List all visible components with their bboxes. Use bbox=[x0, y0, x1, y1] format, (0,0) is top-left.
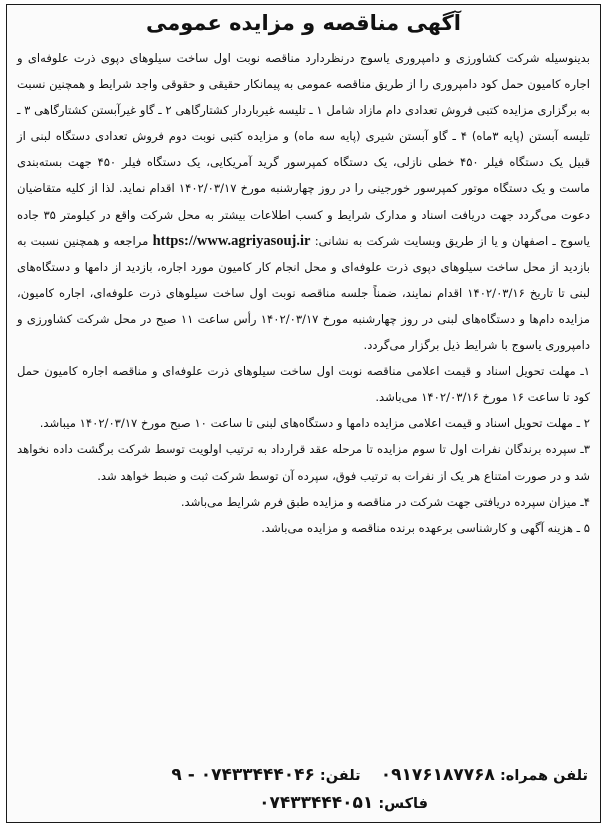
mobile-number: ۰۹۱۷۶۱۸۷۷۶۸ bbox=[380, 765, 495, 785]
notice-frame bbox=[6, 4, 601, 823]
notice-intro-text: بدینوسیله شرکت کشاورزی و دامپروری یاسوج درنظردارد مناقصه نوبت اول ساخت سیلوهای دپوی ذرت علوفه‌ای و اجاره کامیون حمل کود دامپروری را از طریق مناقصه عمومی به پیمانکار حقیقی و حقوقی واجد شرایط و همچنین نسبت به برگزاری مزایده کتبی فروش تعدادی دام مازاد شامل ۱ ـ تلیسه غیرباردار کشتارگاهی ۲ ـ گاو غیرآبستن کشتارگاهی ۳ ـ تلیسه آبستن (پایه ۳ماه) ۴ ـ گاو آبستن شیری (پایه سه ماه) و مزایده کتبی نوبت دوم فروش تعدادی دستگاه لبنی از قبیل یک دستگاه فیلر ۴۵۰ خطی نازلی، یک دستگاه کمپرسور گرید آمریکایی، یک دستگاه فیلر ۴۵۰ جهت بسته‌بندی ماست و یک دستگاه موتور کمپرسور خورجینی را در روز چهارشنبه مورخ ۱۴۰۲/۰۳/۱۷ اقدام نماید. لذا از کلیه متقاضیان دعوت می‌گردد جهت دریافت اسناد و مدارک شرایط و کسب اطلاعات بیشتر به محل شرکت واقع در کیلومتر ۳۵ جاده یاسوج ـ اصفهان و یا از طریق وبسایت شرکت به نشانی: bbox=[17, 51, 591, 248]
notice-continuation-text: مراجعه و همچنین نسبت به بازدید از محل ساخت سیلوهای دپوی ذرت علوفه‌ای و محل انجام کار کامیون مورد اجاره، بازدید از دامها و دستگاه‌های لبنی تا تاریخ ۱۴۰۲/۰۳/۱۶ اقدام نمایند، ضمناً جلسه مناقصه نوبت اول ساخت سیلوهای ذرت علوفه‌ای، اجاره کامیون، مزایده دام‌ها و دستگاه‌های لبنی در روز چهارشنبه مورخ ۱۴۰۲/۰۳/۱۷ رأس ساعت ۱۱ صبح در محل شرکت کشاورزی و دامپروری یاسوج با شرایط ذیل برگزار می‌گردد. bbox=[17, 233, 590, 353]
fax-line bbox=[19, 789, 588, 817]
condition-item: ۱ـ مهلت تحویل اسناد و قیمت اعلامی مناقصه نوبت اول ساخت سیلوهای ذرت علوفه‌ای و مناقصه اجاره کامیون حمل کود تا ساعت ۱۶ مورخ ۱۴۰۲/۰۳/۱۶ می‌باشد. bbox=[17, 364, 590, 405]
fax-label: فاکس: bbox=[378, 796, 428, 812]
condition-item: ۳ـ سپرده برندگان نفرات اول تا سوم مزایده تا مرحله عقد قرارداد به ترتیب اولویت توسط شرکت برگشت داده نخواهد شد و در صورت امتناع هر یک از نفرات به ترتیب فوق، سپرده آن توسط شرکت ثبت و ضبط خواهد شد. bbox=[17, 442, 590, 483]
notice-paragraph bbox=[17, 45, 590, 358]
phone-number: ۰۷۴۳۳۴۴۴۰۴۶ - ۹ bbox=[171, 765, 315, 785]
phone-label: تلفن: bbox=[319, 768, 361, 784]
condition-item: ۵ ـ هزینه آگهی و کارشناسی برعهده برنده مناقصه و مزایده می‌باشد. bbox=[261, 520, 590, 535]
fax-number: ۰۷۴۳۳۴۴۴۰۵۱ bbox=[259, 793, 374, 813]
condition-item: ۲ ـ مهلت تحویل اسناد و قیمت اعلامی مزایده دامها و دستگاه‌های لبنی تا ساعت ۱۰ صبح مورخ ۱۴۰۲/۰۳/۱۷ میباشد. bbox=[39, 416, 590, 431]
notice-body bbox=[17, 45, 590, 541]
conditions-list bbox=[17, 358, 590, 541]
notice-title: آگهی مناقصه و مزایده عمومی bbox=[146, 11, 461, 35]
contact-block bbox=[19, 761, 588, 817]
condition-item: ۴ـ میزان سپرده دریافتی جهت شرکت در مناقصه و مزایده طبق فرم شرایط می‌باشد. bbox=[180, 494, 590, 509]
website-url: https://www.agriyasouj.ir bbox=[152, 232, 311, 249]
mobile-label: تلفن همراه: bbox=[499, 768, 588, 784]
phone-line bbox=[19, 761, 588, 789]
